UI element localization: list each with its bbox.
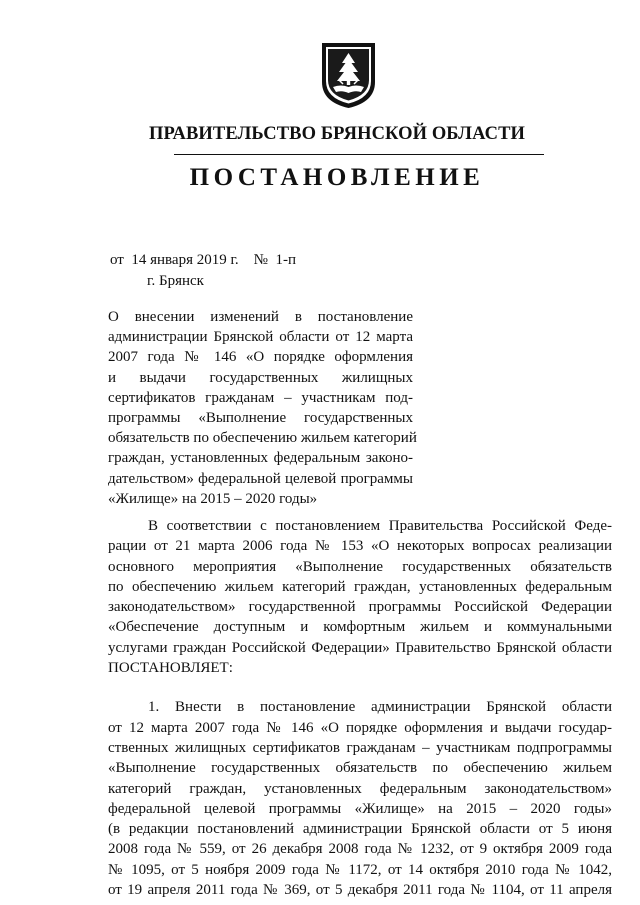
body-line: (в редакции постановлений администрации Брянской области от 5 июня [108, 821, 612, 838]
body-line: федеральной целевой программы «Жилище» на 2015 – 2020 годы» [108, 800, 612, 817]
document-type-title: ПОСТАНОВЛЕНИЕ [189, 164, 485, 191]
header-divider [174, 154, 544, 155]
subject-line: и выдачи государственных жилищных [108, 369, 413, 386]
body-line: по обеспечению жильем категорий граждан, установленных федеральным [108, 578, 612, 595]
body-line: от 12 марта 2007 года № 146 «О порядке оформления и выдачи государ- [108, 719, 612, 736]
body-line: от 19 апреля 2011 года № 369, от 5 декабря 2011 года № 1104, от 11 апреля [108, 882, 612, 899]
body-line: В соответствии с постановлением Правительства Российской Феде- [148, 518, 612, 534]
body-line: рации от 21 марта 2006 года № 153 «О некоторых вопросах реализации [108, 538, 612, 555]
subject-line: администрации Брянской области от 12 марта [108, 329, 413, 346]
city-name: г. Брянск [147, 273, 204, 289]
body-line: 2008 года № 559, от 26 декабря 2008 года № 1232, от 9 октября 2009 года [108, 841, 612, 858]
subject-line: О внесении изменений в постановление [108, 309, 413, 325]
body-line: услугами граждан Российской Федерации» Правительство Брянской области [108, 639, 612, 656]
paragraph-spacer [108, 678, 612, 697]
subject-line: дательством» федеральной целевой программы [108, 470, 413, 487]
body-line: категорий граждан, установленных федеральным законодательством» [108, 780, 612, 797]
subject-line: обязательств по обеспечению жильем категорий [108, 430, 417, 447]
body-line: «Обеспечение доступным и комфортным жильем и коммунальными [108, 619, 612, 636]
document-body [108, 516, 612, 900]
subject-line: сертификатов гражданам – участникам под- [108, 389, 413, 406]
date-and-number: от 14 января 2019 г. № 1-п [110, 252, 297, 268]
subject-line: «Жилище» на 2015 – 2020 годы» [108, 490, 318, 507]
subject-line: 2007 года № 146 «О порядке оформления [108, 349, 413, 366]
paragraph-item-1 [108, 697, 612, 900]
body-line: 1. Внести в постановление администрации Брянской области [148, 699, 612, 716]
document-subject [108, 307, 417, 509]
coat-of-arms-icon [319, 40, 378, 110]
subject-line: граждан, установленных федеральным законо- [108, 450, 413, 467]
subject-line: программы «Выполнение государственных [108, 410, 413, 427]
body-line: ПОСТАНОВЛЯЕТ: [108, 660, 233, 677]
body-line: «Выполнение государственных обязательств по обеспечению жильем [108, 760, 612, 777]
body-line: № 1095, от 5 ноября 2009 года № 1172, от 14 октября 2010 года № 1042, [108, 861, 612, 878]
organization-name: ПРАВИТЕЛЬСТВО БРЯНСКОЙ ОБЛАСТИ [148, 124, 525, 144]
body-line: законодательством» государственной программы Российской Федерации [108, 599, 612, 616]
body-line: ственных жилищных сертификатов гражданам – участникам подпрограммы [108, 739, 612, 756]
paragraph-preamble [108, 516, 612, 678]
body-line: основного мероприятия «Выполнение государственных обязательств [108, 558, 612, 575]
